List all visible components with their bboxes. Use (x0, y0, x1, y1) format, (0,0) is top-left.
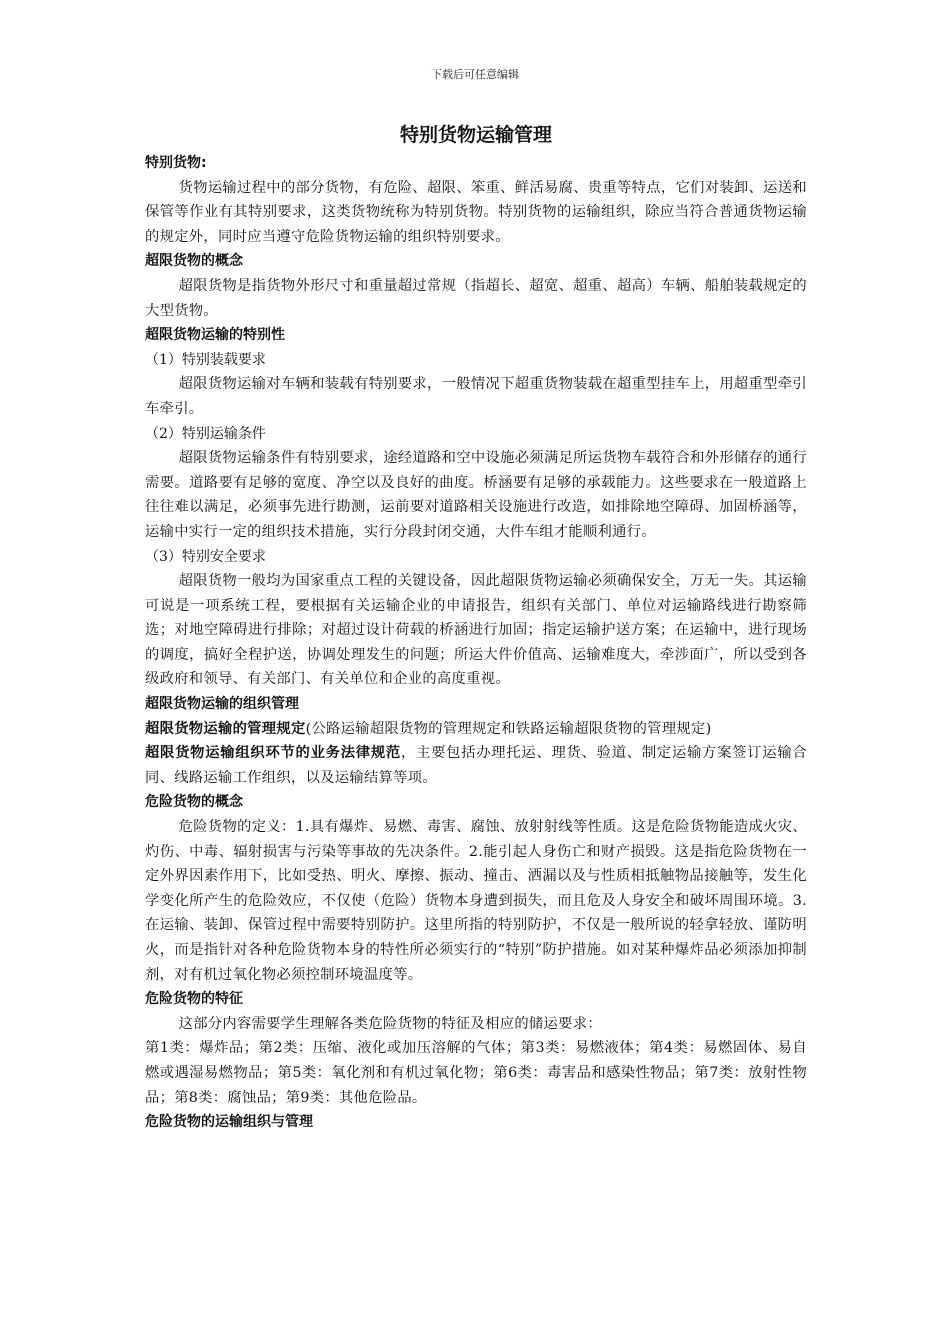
paragraph-safety: 超限货物一般均为国家重点工程的关键设备，因此超限货物运输必须确保安全，万无一失。其运输可说是一项系统工程，要根据有关运输企业的申请报告，组织有关部门、单位对运输路线进行勘察筛选；对地空障碍进行排除；对超过设计荷载的桥涵进行加固；指定运输护送方案；在运输中，进行现场的调度，搞好全程护送，协调处理发生的问题；所运大件价值高、运输难度大，牵涉面广，所以受到各级政府和领导、有关部门、有关单位和企业的高度重视。 (145, 573, 807, 688)
document-body (145, 121, 807, 1135)
section-heading-oversize-management: 超限货物运输的组织管理 (145, 696, 299, 713)
section-heading-dangerous-features: 危险货物的特征 (145, 991, 243, 1008)
section-heading-special-goods: 特别货物: (145, 155, 207, 171)
section-heading-oversize-specialty: 超限货物运输的特别性 (145, 327, 285, 344)
paragraph-dangerous-classes: 第1类：爆炸品；第2类：压缩、液化或加压溶解的气体；第3类：易燃液体；第4类：易燃固体、易自燃或遇湿易燃物品；第5类：氧化剂和有机过氧化物；第6类：毒害品和感染性物品；第7类：放射性物品；第8类：腐蚀品；第9类：其他危险品。 (145, 1040, 807, 1106)
section-heading-dangerous-management: 危险货物的运输组织与管理 (145, 1114, 313, 1131)
paragraph-transport-conditions: 超限货物运输条件有特别要求，途经道路和空中设施必须满足所运货物车载符合和外形储存的通行需要。道路要有足够的宽度、净空以及良好的曲度。桥涵要有足够的承载能力。这些要求在一般道路上往往难以满足，必须事先进行勘测，运前要对道路相关设施进行改造，如排除地空障碍、加固桥涵等，运输中实行一定的组织技术措施，实行分段封闭交通，大件车组才能顺利通行。 (145, 450, 807, 540)
legal-norms-text: ，主要包括办理托运、理货、验道、制定运输方案签订运输合同、线路运输工作组织，以及运输结算等项。 (145, 745, 807, 786)
header-note: 下载后可任意编辑 (431, 68, 519, 81)
subheading-loading: （1）特别装载要求 (145, 351, 266, 368)
paragraph-legal-norms (145, 741, 807, 790)
paragraph-dangerous-concept: 危险货物的定义：1.具有爆炸、易燃、毒害、腐蚀、放射射线等性质。这是危险货物能造成火灾、灼伤、中毒、辐射损害与污染等事故的先决条件。2.能引起人身伤亡和财产损毁。这是指危险货物在一定外界因素作用下，比如受热、明火、摩擦、振动、撞击、洒漏以及与性质相抵触物品接触等，发生化学变化所产生的危险效应，不仅使（危险）货物本身遭到损失，而且危及人身安全和破坏周围环境。3.在运输、装卸、保管过程中需要特别防护。这里所指的特别防护，不仅是一般所说的轻拿轻放、谨防明火，而是指针对各种危险货物本身的特性所必须实行的“特别”防护措施。如对某种爆炸品必须添加抑制剂，对有机过氧化物必须控制环境温度等。 (145, 819, 807, 983)
subheading-transport-conditions: （2）特别运输条件 (145, 425, 266, 442)
paragraph-dangerous-features-intro: 这部分内容需要学生理解各类危险货物的特征及相应的储运要求： (178, 1015, 602, 1032)
management-rules-text: (公路运输超限货物的管理规定和铁路运输超限货物的管理规定) (305, 720, 712, 737)
document-title: 特别货物运输管理 (399, 124, 552, 146)
section-heading-oversize-concept: 超限货物的概念 (145, 253, 243, 270)
paragraph-oversize-concept: 超限货物是指货物外形尺寸和重量超过常规（指超长、超宽、超重、超高）车辆、船舶装载规定的大型货物。 (145, 277, 807, 319)
paragraph-loading: 超限货物运输对车辆和装载有特别要求，一般情况下超重货物装载在超重型挂车上，用超重型牵引车牵引。 (145, 376, 807, 417)
paragraph-management-rules (145, 717, 807, 742)
legal-norms-label: 超限货物运输组织环节的业务法律规范 (145, 745, 401, 762)
paragraph-special-goods: 货物运输过程中的部分货物，有危险、超限、笨重、鲜活易腐、贵重等特点，它们对装卸、运送和保管等作业有其特别要求，这类货物统称为特别货物。特别货物的运输组织，除应当符合普通货物运输的规定外，同时应当遵守危险货物运输的组织特别要求。 (145, 179, 807, 245)
section-heading-dangerous-concept: 危险货物的概念 (145, 794, 243, 811)
subheading-safety: （3）特别安全要求 (145, 548, 266, 565)
management-rules-label: 超限货物运输的管理规定 (145, 720, 306, 737)
